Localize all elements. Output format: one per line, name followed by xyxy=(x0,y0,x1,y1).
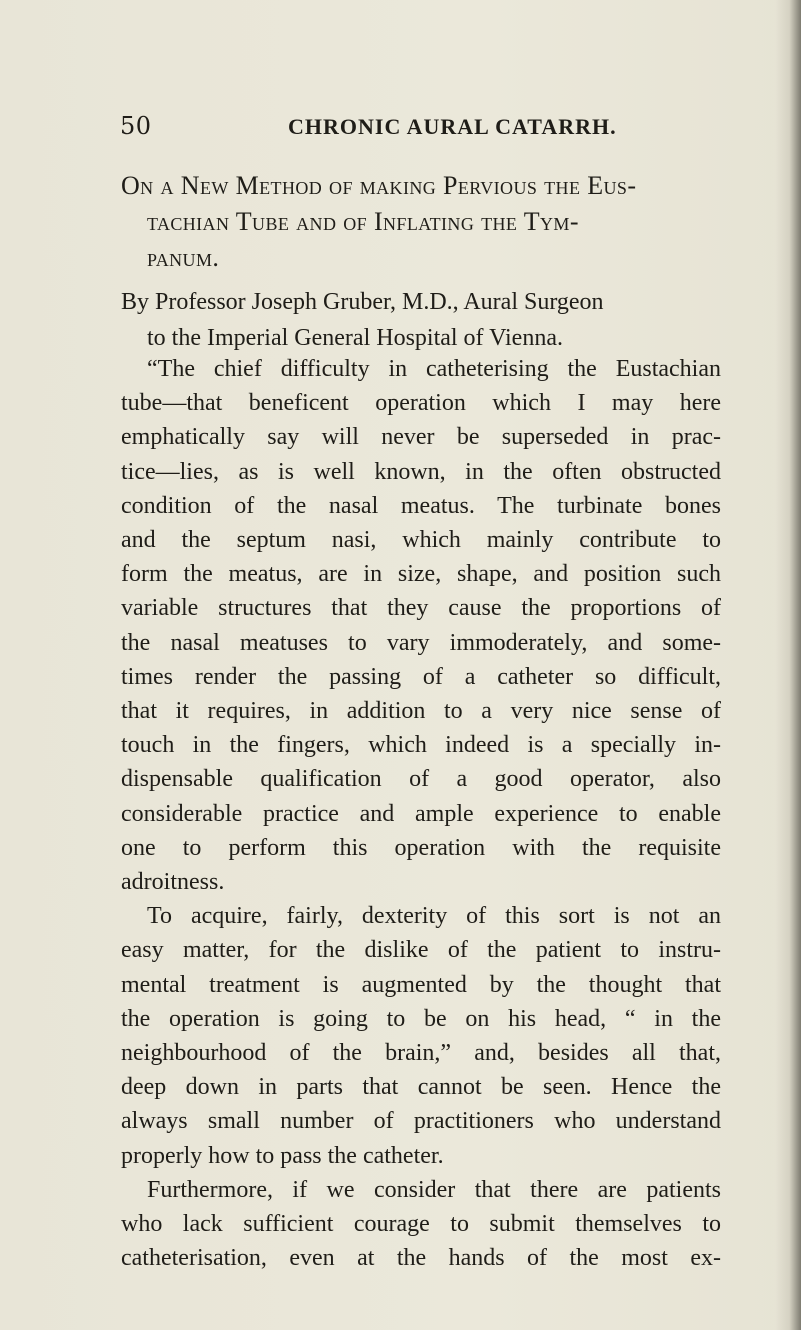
text-line: dispensable qualification of a good operator, also xyxy=(121,766,721,793)
text-line: always small number of practitioners who understand xyxy=(121,1108,721,1135)
page-header xyxy=(0,112,801,142)
text-line: that it requires, in addition to a very nice sense of xyxy=(121,698,721,725)
text-line: “The chief difficulty in catheterising the Eustachian xyxy=(147,356,721,382)
byline-line: to the Imperial General Hospital of Vienna. xyxy=(147,325,563,351)
text-line: deep down in parts that cannot be seen. Hence the xyxy=(121,1074,721,1101)
title-line: tachian Tube and of Inflating the Tym- xyxy=(147,207,579,236)
paragraph xyxy=(121,352,721,899)
text-line: easy matter, for the dislike of the patient to instru- xyxy=(121,937,721,964)
text-line: emphatically say will never be superseded in prac- xyxy=(121,424,721,451)
title-line: On a New Method of making Pervious the Eus- xyxy=(121,171,637,200)
text-line: the nasal meatuses to vary immoderately, and some- xyxy=(121,629,721,656)
text-line: properly how to pass the catheter. xyxy=(121,1142,444,1169)
title-line: panum. xyxy=(147,243,220,272)
body-text xyxy=(121,352,721,1275)
text-line: the operation is going to be on his head, “ in the xyxy=(121,1005,721,1032)
text-line: catheterisation, even at the hands of the most ex- xyxy=(121,1245,721,1272)
text-line: one to perform this operation with the requisite xyxy=(121,834,721,861)
text-line: who lack sufficient courage to submit themselves to xyxy=(121,1211,721,1238)
text-line: form the meatus, are in size, shape, and position such xyxy=(121,561,721,588)
running-head: CHRONIC AURAL CATARRH. xyxy=(288,114,617,139)
text-line: To acquire, fairly, dexterity of this sort is not an xyxy=(147,903,721,930)
text-line: and the septum nasi, which mainly contribute to xyxy=(121,527,721,554)
text-line: adroitness. xyxy=(121,869,225,896)
paragraph xyxy=(121,899,721,1173)
text-line: variable structures that they cause the proportions of xyxy=(121,595,721,622)
text-line: considerable practice and ample experience to enable xyxy=(121,800,721,827)
text-line: tube—that beneficent operation which I may here xyxy=(121,390,721,417)
author-byline xyxy=(121,284,721,356)
text-line: Furthermore, if we consider that there are patients xyxy=(147,1176,721,1203)
page-number: 50 xyxy=(120,112,152,140)
text-line: neighbourhood of the brain,” and, besides all that, xyxy=(121,1040,721,1067)
paragraph xyxy=(121,1173,721,1276)
text-line: times render the passing of a catheter so difficult, xyxy=(121,663,721,690)
text-line: condition of the nasal meatus. The turbinate bones xyxy=(121,492,721,519)
text-line: tice—lies, as is well known, in the often obstructed xyxy=(121,458,721,485)
byline-line: By Professor Joseph Gruber, M.D., Aural Surgeon xyxy=(121,289,604,315)
text-line: mental treatment is augmented by the thought that xyxy=(121,971,721,998)
text-line: touch in the fingers, which indeed is a specially in- xyxy=(121,732,721,759)
page-edge-shadow xyxy=(775,0,801,1330)
article-title xyxy=(121,168,721,276)
